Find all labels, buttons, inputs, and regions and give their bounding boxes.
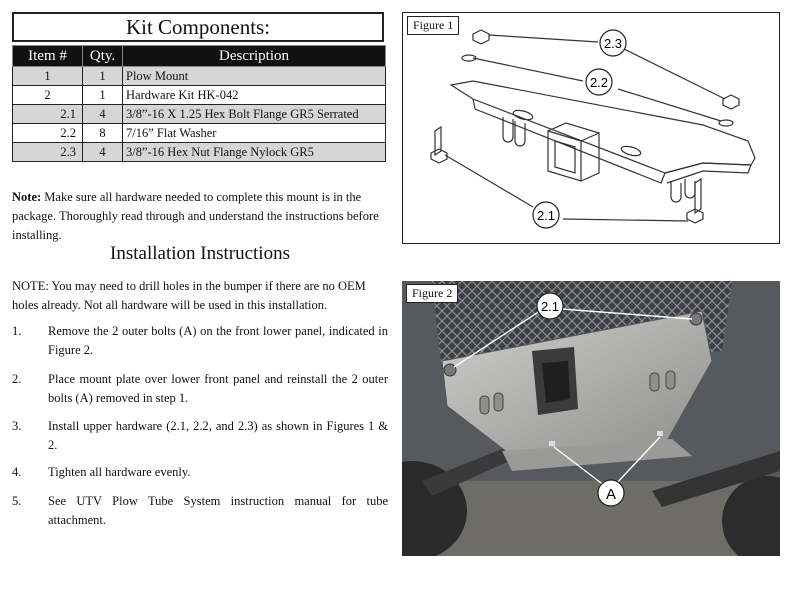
item-column-header: Item # [13, 46, 83, 67]
item-number: 2.3 [13, 143, 83, 162]
top-bolt-left [444, 364, 456, 376]
hex-bolt-right [687, 179, 703, 223]
item-number: 2.1 [13, 105, 83, 124]
step-text: Tighten all hardware evenly. [48, 465, 191, 479]
figure-1-drawing [403, 13, 780, 244]
callout-a-text: A [605, 486, 617, 503]
item-qty: 4 [83, 105, 123, 124]
item-description: Plow Mount [123, 67, 386, 86]
installation-instructions-title: Installation Instructions [110, 243, 290, 264]
figure-2-label: Figure 2 [406, 284, 458, 303]
figure-2-photo [402, 281, 780, 556]
step-text: Install upper hardware (2.1, 2.2, and 2.3) as shown in Figures 1 & 2. [48, 419, 388, 452]
figure-1 [402, 12, 780, 244]
callout-2-3-text: 2.3 [603, 36, 623, 51]
note-text: Make sure all hardware needed to complete this mount is in the package. Thoroughly read through and understand the instructions before installing. [12, 190, 379, 242]
item-number: 2 [13, 86, 83, 105]
figure-1-label: Figure 1 [407, 16, 459, 35]
qty-column-header: Qty. [83, 46, 123, 67]
item-description: 3/8”-16 Hex Nut Flange Nylock GR5 [123, 143, 386, 162]
item-description: 7/16” Flat Washer [123, 124, 386, 143]
item-number: 1 [13, 67, 83, 86]
bolt-a-left [549, 441, 555, 446]
step-number: 4. [12, 465, 22, 479]
item-description: Hardware Kit HK-042 [123, 86, 386, 105]
item-qty: 1 [83, 67, 123, 86]
install-note [12, 188, 388, 245]
kit-components-table [12, 45, 386, 162]
item-qty: 4 [83, 143, 123, 162]
item-description: 3/8”-16 X 1.25 Hex Bolt Flange GR5 Serrated [123, 105, 386, 124]
table-row [13, 124, 386, 143]
step-text: Place mount plate over lower front panel and reinstall the 2 outer bolts (A) removed in step 1. [48, 372, 388, 405]
step-number: 1. [12, 324, 22, 338]
description-column-header: Description [123, 46, 386, 67]
washer-right [719, 120, 733, 126]
bolt-a-right [657, 431, 663, 436]
item-qty: 1 [83, 86, 123, 105]
hex-nut-right [723, 95, 739, 109]
hex-bolt-left [431, 127, 447, 163]
hex-nut-left [473, 30, 489, 44]
step-text: See UTV Plow Tube System instruction manual for tube attachment. [48, 494, 388, 527]
callout-2-1-text: 2.1 [540, 299, 560, 314]
step-number: 2. [12, 372, 22, 386]
table-row [13, 67, 386, 86]
item-number: 2.2 [13, 124, 83, 143]
step-number: 5. [12, 494, 22, 508]
table-row [13, 86, 386, 105]
step-text: Remove the 2 outer bolts (A) on the front lower panel, indicated in Figure 2. [48, 324, 388, 357]
table-row [13, 143, 386, 162]
drill-holes-note: NOTE: You may need to drill holes in the bumper if there are no OEM holes already. Not all hardware will be used in this installation. [12, 279, 366, 312]
table-header-row [13, 46, 386, 67]
step-number: 3. [12, 419, 22, 433]
callout-2-1-text: 2.1 [536, 208, 556, 223]
callout-2-2-text: 2.2 [589, 75, 609, 90]
kit-components-title: Kit Components: [12, 12, 384, 42]
note-label: Note: [12, 190, 42, 204]
figure-2 [402, 281, 780, 556]
table-row [13, 105, 386, 124]
item-qty: 8 [83, 124, 123, 143]
